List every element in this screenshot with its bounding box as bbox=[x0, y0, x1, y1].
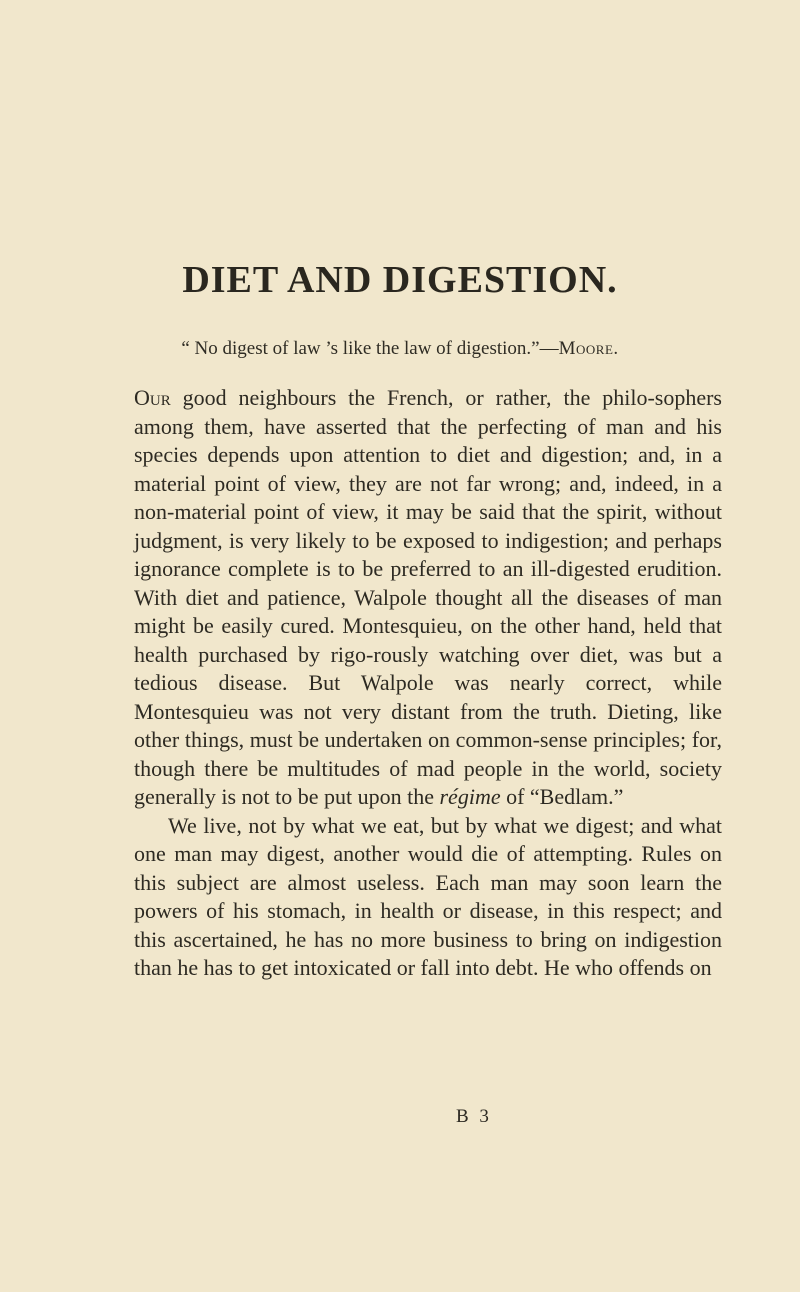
signature-mark: B 3 bbox=[456, 1106, 492, 1127]
paragraph-1-text-b: of “Bedlam.” bbox=[500, 784, 624, 809]
paragraph-1-text-a: good neighbours the French, or rather, the philo-sophers among them, have asserted that the perfecting of man and his species depends upon attention to diet and digestion; and, in a material point of view, they are not far wrong; and, indeed, in a non-material point of view, it may be said that the spirit, without judgment, is very likely to be exposed to indigestion; and perhaps ignorance complete is to be preferred to an ill-digested erudition. With diet and patience, Walpole thought all the diseases of man might be easily cured. Montesquieu, on the other hand, held that health purchased by rigo-rously watching over diet, was but a tedious disease. But Walpole was nearly correct, while Montesquieu was not very distant from the truth. Dieting, like other things, must be undertaken on common-sense principles; for, though there be multitudes of mad people in the world, society generally is not to be put upon the bbox=[134, 385, 722, 809]
epigraph-author: Moore. bbox=[558, 338, 619, 359]
chapter-title: DIET AND DIGESTION. bbox=[182, 259, 618, 301]
body-text bbox=[134, 384, 722, 983]
epigraph bbox=[0, 338, 800, 360]
paragraph-2: We live, not by what we eat, but by what we digest; and what one man may digest, another would die of attempting. Rules on this subject are almost useless. Each man may soon learn the powers of his stomach, in health or disease, in this respect; and this ascertained, he has no more business to bring on indigestion than he has to get intoxicated or fall into debt. He who offends on bbox=[134, 812, 722, 980]
paragraph-lead-word: Our bbox=[134, 385, 171, 410]
paragraph-1-italic-regime: régime bbox=[439, 784, 501, 809]
epigraph-quote: “ No digest of law ’s like the law of digestion.”— bbox=[181, 338, 559, 359]
paragraph-1 bbox=[134, 384, 722, 812]
